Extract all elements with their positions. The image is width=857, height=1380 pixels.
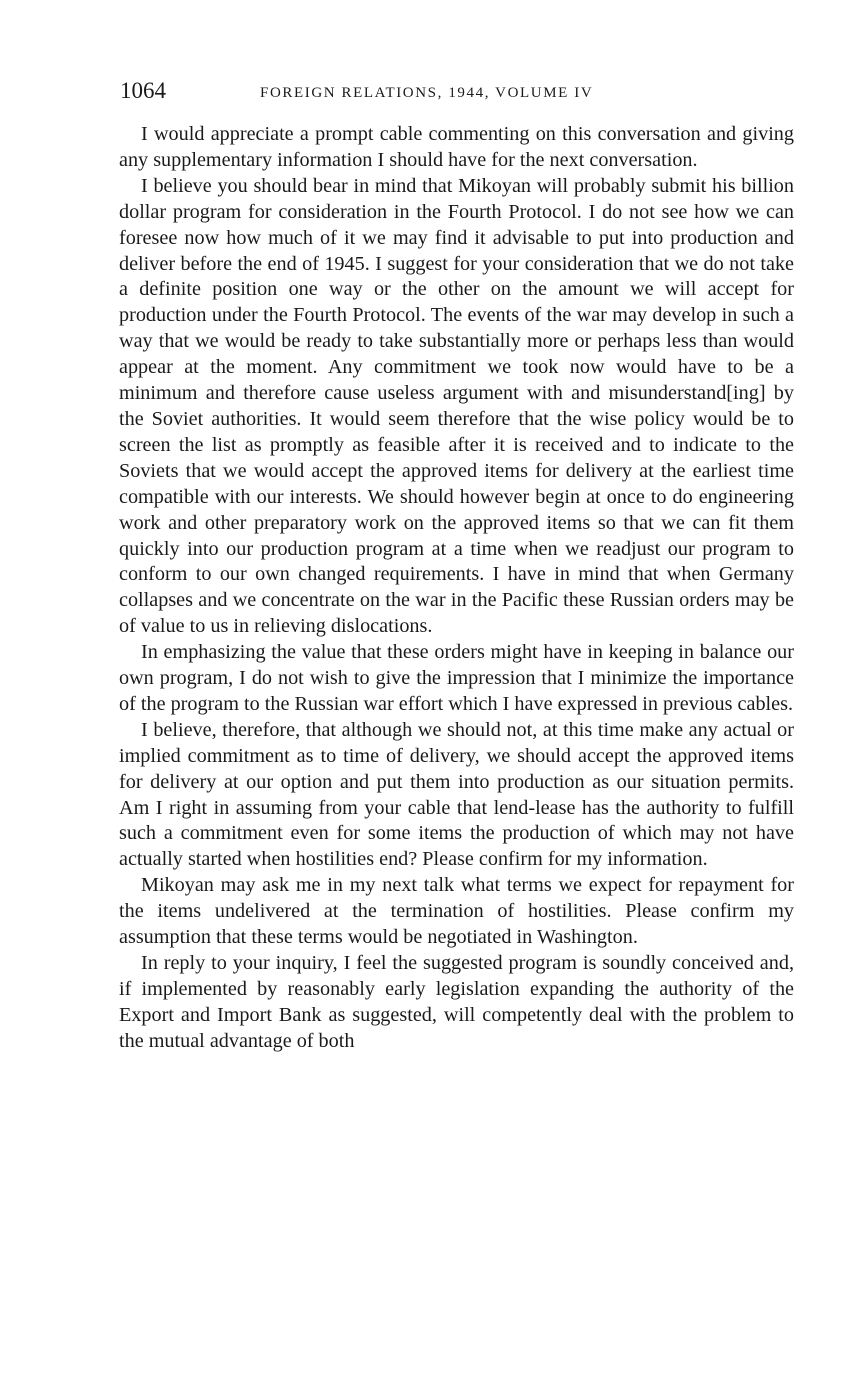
- running-head: FOREIGN RELATIONS, 1944, VOLUME IV: [260, 85, 594, 101]
- paragraph: Mikoyan may ask me in my next talk what terms we expect for repayment for the items undelivered at the termination of hostilities. Please confirm my assumption that these terms would be negotiated in Washington.: [119, 874, 794, 949]
- paragraph: In reply to your inquiry, I feel the suggested program is soundly conceived and, if implemented by reasonably early legislation expanding the authority of the Export and Import Bank as suggested, will competently deal with the problem to the mutual advantage of both: [119, 952, 794, 1052]
- paragraph: I believe, therefore, that although we should not, at this time make any actual or implied commitment as to time of delivery, we should accept the approved items for delivery at our option and put them into production as our situation permits. Am I right in assuming from your cable that lend-lease has the authority to fulfill such a commitment even for some items the production of which may not have actually started when hostilities end? Please confirm for my information.: [119, 718, 794, 871]
- body-text: [119, 122, 794, 1055]
- paragraph: In emphasizing the value that these orders might have in keeping in balance our own program, I do not wish to give the impression that I minimize the importance of the program to the Russian war effort which I have expressed in previous cables.: [119, 641, 794, 715]
- paragraph: I would appreciate a prompt cable commenting on this conversation and giving any supplementary information I should have for the next conversation.: [119, 123, 794, 171]
- page-header: [120, 76, 800, 106]
- paragraph: I believe you should bear in mind that Mikoyan will probably submit his billion dollar program for consideration in the Fourth Protocol. I do not see how we can foresee now how much of it we may find it advisable to put into production and deliver before the end of 1945. I suggest for your consideration that we do not take a definite position one way or the other on the amount we will accept for production under the Fourth Protocol. The events of the war may develop in such a way that we would be ready to take substantially more or perhaps less than would appear at the moment. Any commitment we took now would have to be a minimum and therefore cause useless argument with and misunderstand[ing] by the Soviet authorities. It would seem therefore that the wise policy would be to screen the list as promptly as feasible after it is received and to indicate to the Soviets that we would accept the approved items for delivery at the earliest time compatible with our interests. We should however begin at once to do engineering work and other preparatory work on the approved items so that we can fit them quickly into our production program at a time when we readjust our program to conform to our own changed requirements. I have in mind that when Germany collapses and we concentrate on the war in the Pacific these Russian orders may be of value to us in relieving dislocations.: [119, 174, 794, 638]
- page-number: 1064: [120, 78, 166, 103]
